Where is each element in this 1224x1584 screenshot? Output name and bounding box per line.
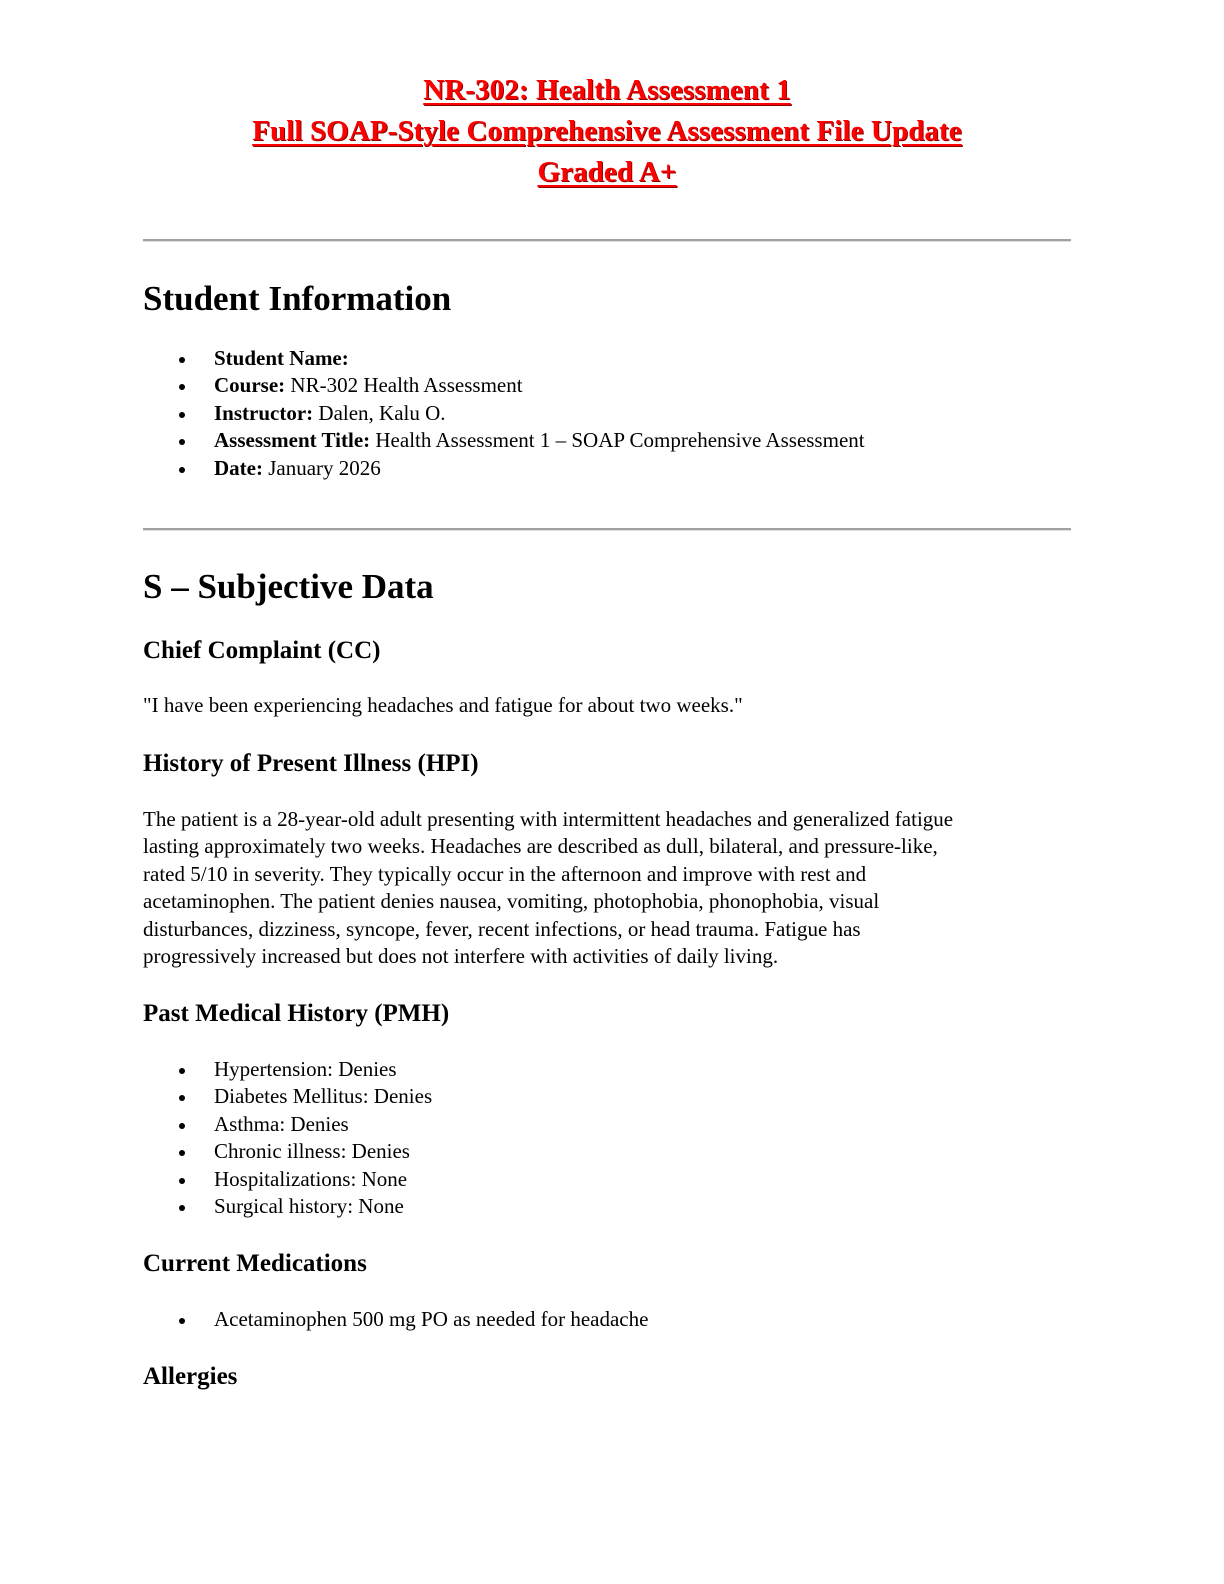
list-item: [143, 1056, 432, 1083]
list-item: [143, 345, 865, 372]
list-item-text: Diabetes Mellitus: Denies: [214, 1084, 433, 1109]
list-item: [143, 1166, 432, 1193]
pmh-list: [143, 1056, 432, 1220]
bullet-icon: [179, 1150, 185, 1156]
list-item-text: Hospitalizations: None: [214, 1166, 408, 1191]
paragraph-line: "I have been experiencing headaches and fatigue for about two weeks.": [143, 693, 743, 717]
bullet-icon: [179, 1205, 185, 1211]
list-item: [143, 1138, 432, 1165]
list-item-text: Acetaminophen 500 mg PO as needed for headache: [214, 1307, 649, 1331]
bullet-icon: [179, 1095, 185, 1101]
student-info-heading: Student Information: [143, 279, 452, 318]
field-value: January 2026: [262, 455, 381, 480]
bullet-icon: [179, 412, 185, 418]
list-item: [143, 1306, 648, 1333]
medications-heading: Current Medications: [143, 1250, 367, 1277]
chief-complaint-text: [143, 692, 1071, 719]
field-value: Health Assessment 1 – SOAP Comprehensive Assessment: [370, 428, 865, 453]
bullet-icon: [179, 1068, 185, 1074]
pmh-heading: Past Medical History (PMH): [143, 1000, 450, 1027]
list-item-text: Chronic illness: Denies: [214, 1139, 410, 1164]
hpi-heading: History of Present Illness (HPI): [143, 750, 479, 777]
list-item: [143, 455, 865, 482]
paragraph-line: lasting approximately two weeks. Headaches are described as dull, bilateral, and pressure-like,: [143, 834, 938, 859]
student-info-list: [143, 345, 865, 482]
paragraph-line: rated 5/10 in severity. They typically occur in the afternoon and improve with rest and: [143, 861, 867, 886]
allergies-heading: Allergies: [143, 1363, 238, 1390]
bullet-icon: [179, 357, 185, 363]
list-item: [143, 372, 865, 399]
list-item: [143, 400, 865, 427]
horizontal-divider: [143, 239, 1071, 242]
horizontal-divider: [143, 528, 1071, 531]
subjective-heading: S – Subjective Data: [143, 567, 434, 606]
paragraph-line: The patient is a 28-year-old adult presenting with intermittent headaches and generalized fatigue: [143, 807, 954, 831]
list-item: [143, 1193, 432, 1220]
title-line: NR-302: Health Assessment 1: [423, 74, 791, 106]
hpi-paragraph: [143, 806, 1071, 970]
bullet-icon: [179, 1123, 185, 1129]
field-value: NR-302 Health Assessment: [285, 373, 523, 398]
title-line: Graded A+: [537, 156, 677, 188]
title-line: Full SOAP-Style Comprehensive Assessment File Update: [252, 115, 962, 147]
list-item: [143, 1083, 432, 1110]
list-item-text: Surgical history: None: [214, 1194, 404, 1219]
paragraph-line: acetaminophen. The patient denies nausea, vomiting, photophobia, phonophobia, visual: [143, 889, 880, 914]
medications-list: [143, 1306, 648, 1333]
list-item: [143, 1111, 432, 1138]
bullet-icon: [179, 439, 185, 445]
list-item-text: Hypertension: Denies: [214, 1057, 397, 1081]
list-item-text: Asthma: Denies: [214, 1111, 349, 1136]
chief-complaint-heading: Chief Complaint (CC): [143, 637, 381, 664]
field-label: Course:: [214, 373, 286, 398]
paragraph-line: disturbances, dizziness, syncope, fever, recent infections, or head trauma. Fatigue has: [143, 916, 861, 941]
bullet-icon: [179, 467, 185, 473]
list-item: [143, 427, 865, 454]
field-value: Dalen, Kalu O.: [313, 400, 446, 425]
paragraph-line: progressively increased but does not interfere with activities of daily living.: [143, 944, 779, 969]
bullet-icon: [179, 1178, 185, 1184]
field-label: Instructor:: [214, 400, 314, 425]
field-label: Date:: [214, 455, 263, 480]
bullet-icon: [179, 384, 185, 390]
field-label: Student Name:: [214, 346, 349, 370]
bullet-icon: [179, 1318, 185, 1324]
document-title: [143, 70, 1071, 193]
field-label: Assessment Title:: [214, 428, 371, 453]
